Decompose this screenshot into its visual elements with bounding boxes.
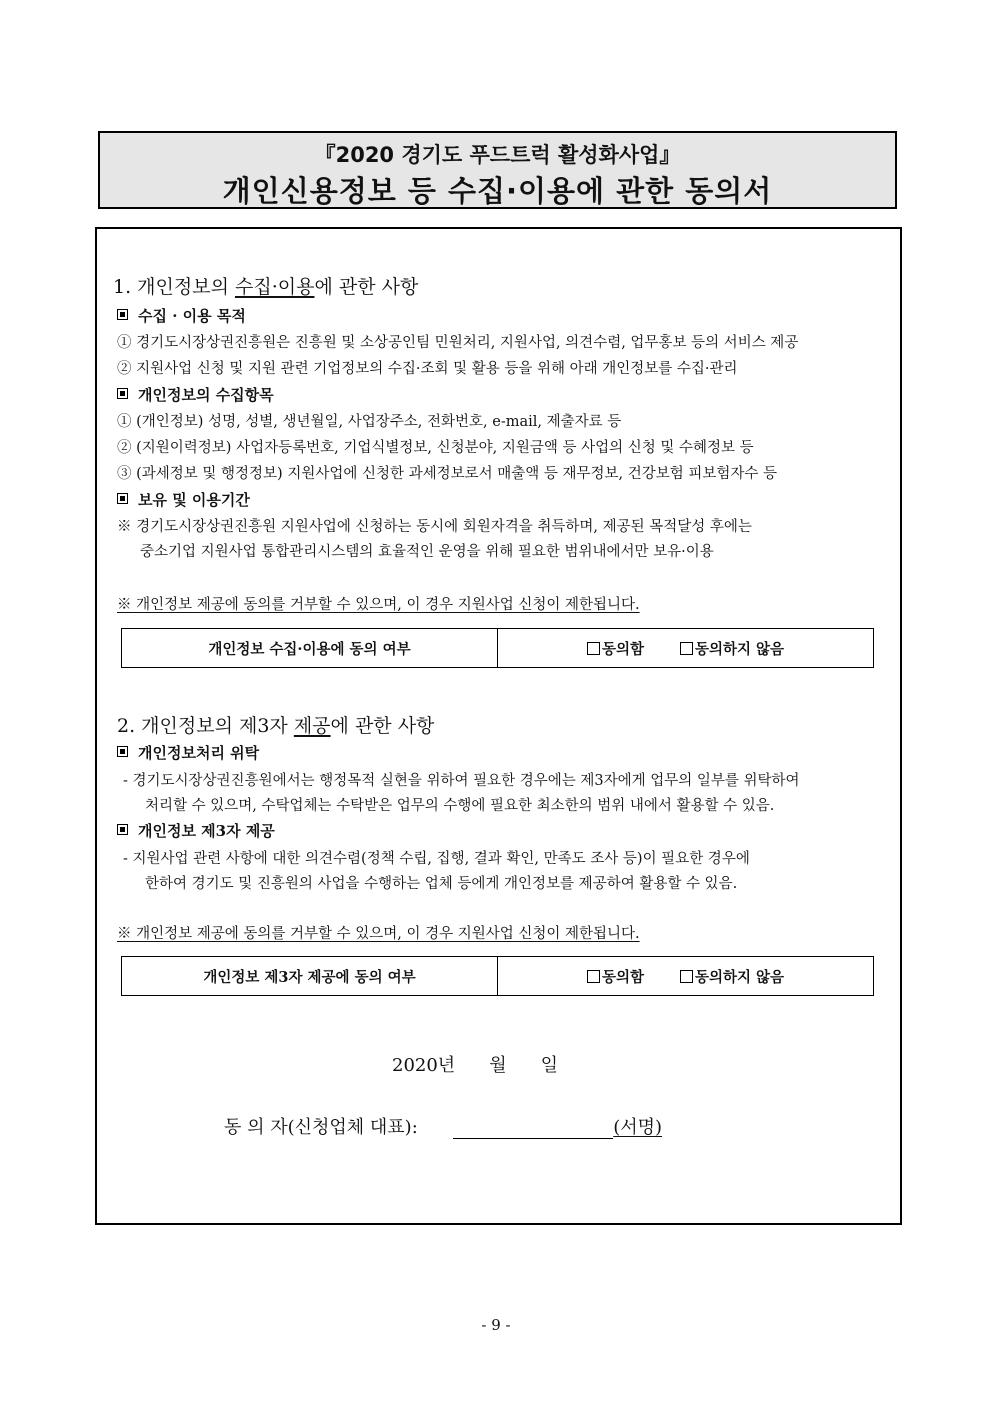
disagree-checkbox[interactable]: 동의하지 않음	[680, 966, 784, 987]
square-bullet-icon	[117, 388, 128, 399]
checkbox-icon	[680, 642, 693, 655]
collected-item: ① (개인정보) 성명, 성별, 생년월일, 사업장주소, 전화번호, e-mail, 제출자료 등	[117, 414, 622, 430]
collected-item: ② (지원이력정보) 사업자등록번호, 기업식별정보, 신청분야, 지원금액 등 사업의 신청 및 수혜정보 등	[117, 440, 754, 456]
page-number: - 9 -	[481, 1316, 511, 1334]
consent-table-collection	[121, 628, 874, 668]
consent-table-third-party	[121, 956, 874, 996]
checkbox-icon	[587, 970, 600, 983]
refusal-notice: ※ 개인정보 제공에 동의를 거부할 수 있으며, 이 경우 지원사업 신청이 제한됩니다.	[117, 926, 640, 942]
entrust-heading: 개인정보처리 위탁	[117, 742, 259, 763]
checkbox-icon	[587, 642, 600, 655]
square-bullet-icon	[117, 493, 128, 504]
consent-options	[498, 629, 873, 667]
purpose-heading: 수집 · 이용 목적	[117, 305, 246, 326]
signer-row	[224, 1113, 662, 1139]
disagree-checkbox[interactable]: 동의하지 않음	[680, 638, 784, 659]
checkbox-icon	[680, 970, 693, 983]
square-bullet-icon	[117, 309, 128, 320]
program-title: 『2020 경기도 푸드트럭 활성화사업』	[314, 143, 681, 167]
retention-text: ※ 경기도시장상권진흥원 지원사업에 신청하는 동시에 회원자격을 취득하며, 제공된 목적달성 후에는	[117, 519, 752, 535]
consent-label: 개인정보 수집·이용에 동의 여부	[122, 629, 498, 667]
entrust-text: 처리할 수 있으며, 수탁업체는 수탁받은 업무의 수행에 필요한 최소한의 범위 내에서 활용할 수 있음.	[145, 798, 775, 814]
section1-title: 1. 개인정보의 수집·이용에 관한 사항	[113, 276, 419, 298]
third-party-heading: 개인정보 제3자 제공	[117, 820, 275, 841]
consent-label: 개인정보 제3자 제공에 동의 여부	[122, 957, 498, 995]
section2-title: 2. 개인정보의 제3자 제공에 관한 사항	[117, 715, 435, 737]
third-party-text: 한하여 경기도 및 진흥원의 사업을 수행하는 업체 등에게 개인정보를 제공하여 활용할 수 있음.	[145, 876, 738, 892]
signature-field[interactable]	[453, 1120, 613, 1139]
square-bullet-icon	[117, 824, 128, 835]
form-title: 개인신용정보 등 수집·이용에 관한 동의서	[222, 174, 773, 208]
purpose-item: ② 지원사업 신청 및 지원 관련 기업정보의 수집·조회 및 활용 등을 위해 아래 개인정보를 수집·관리	[117, 361, 738, 377]
signer-label: 동 의 자(신청업체 대표):	[224, 1117, 418, 1138]
third-party-text: - 지원사업 관련 사항에 대한 의견수렴(정책 수립, 집행, 결과 확인, 만족도 조사 등)이 필요한 경우에	[123, 851, 750, 867]
retention-text: 중소기업 지원사업 통합관리시스템의 효율적인 운영을 위해 필요한 범위내에서만 보유·이용	[140, 544, 714, 560]
signature-label: (서명)	[613, 1117, 663, 1138]
retention-heading: 보유 및 이용기간	[117, 489, 250, 510]
consent-options	[498, 957, 873, 995]
collected-items-heading: 개인정보의 수집항목	[117, 384, 274, 405]
refusal-notice: ※ 개인정보 제공에 동의를 거부할 수 있으며, 이 경우 지원사업 신청이 제한됩니다.	[117, 597, 640, 613]
square-bullet-icon	[117, 746, 128, 757]
consent-form-body	[95, 227, 902, 1225]
agree-checkbox[interactable]: 동의함	[587, 966, 644, 987]
collected-item: ③ (과세정보 및 행정정보) 지원사업에 신청한 과세정보로서 매출액 등 재무정보, 건강보험 피보험자수 등	[117, 466, 778, 482]
document-title-box	[98, 131, 897, 209]
consent-date: 2020년 월 일	[392, 1055, 558, 1076]
agree-checkbox[interactable]: 동의함	[587, 638, 644, 659]
purpose-item: ① 경기도시장상권진흥원은 진흥원 및 소상공인팀 민원처리, 지원사업, 의견수렴, 업무홍보 등의 서비스 제공	[117, 335, 799, 351]
entrust-text: - 경기도시장상권진흥원에서는 행정목적 실현을 위하여 필요한 경우에는 제3자에게 업무의 일부를 위탁하여	[123, 773, 800, 789]
